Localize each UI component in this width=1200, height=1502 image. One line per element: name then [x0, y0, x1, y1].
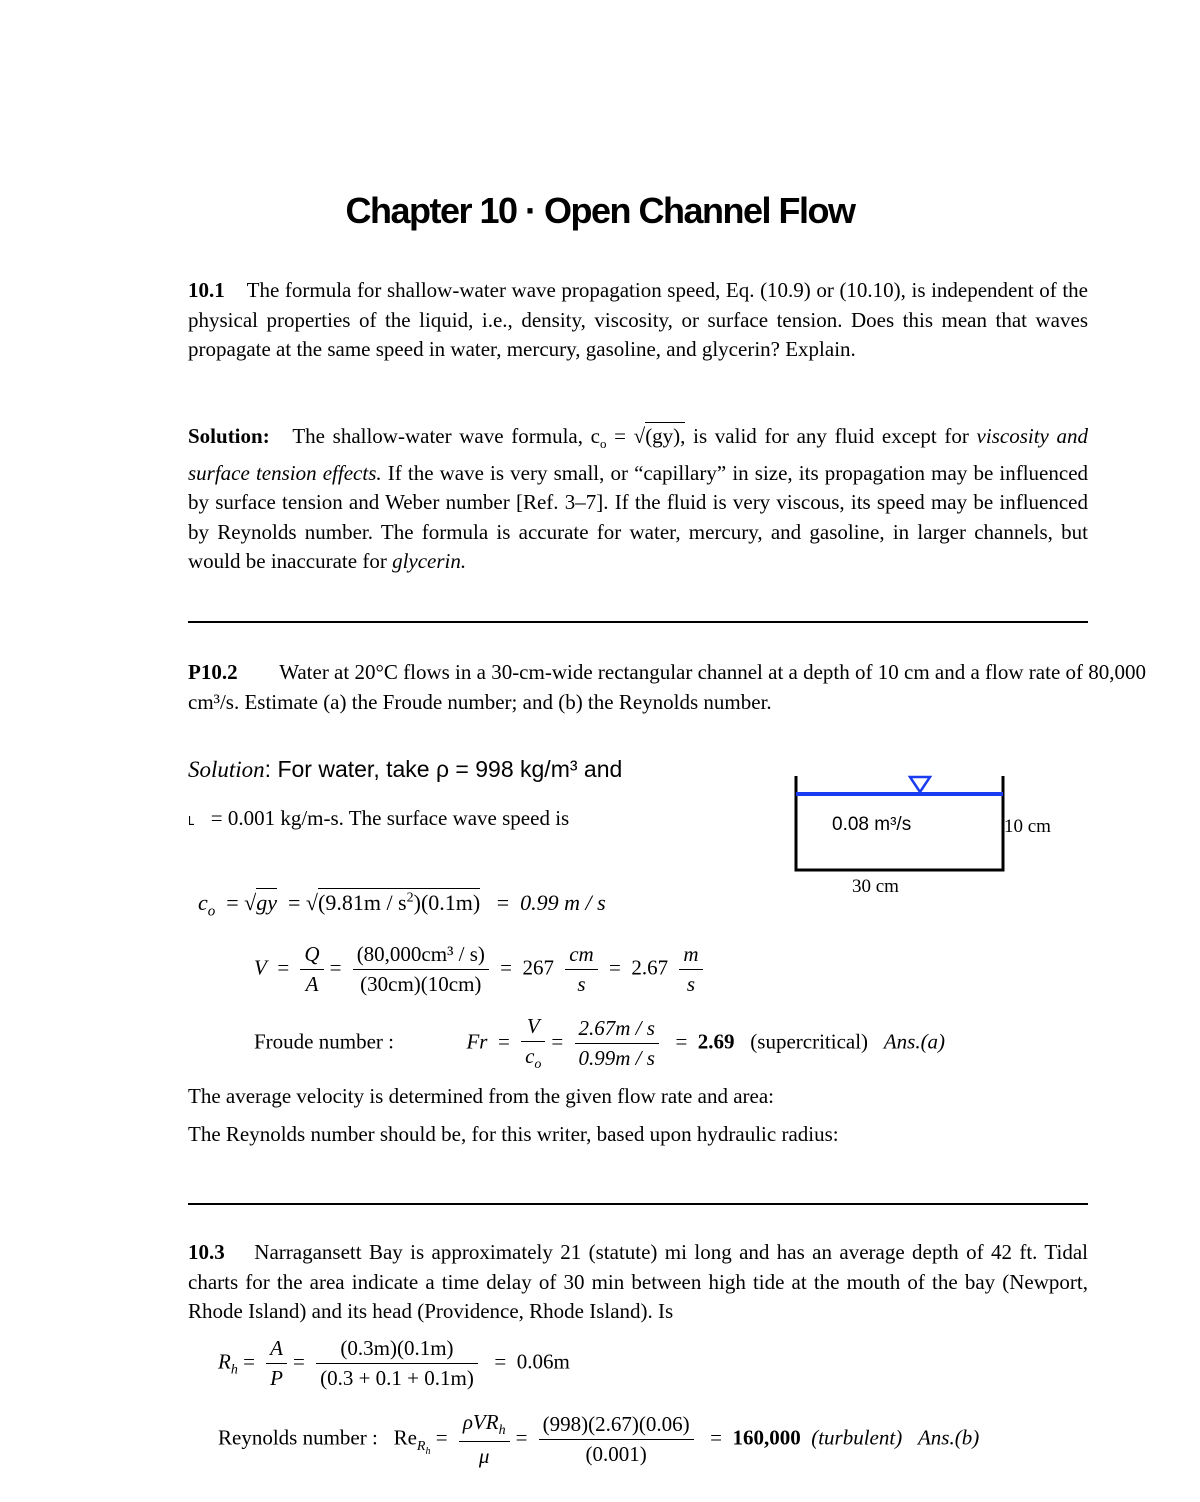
eq-lhs: Re — [393, 1425, 417, 1450]
frac-num-2: (998)(2.67)(0.06) — [539, 1412, 694, 1440]
solution-text-2: = 0.001 kg/m-s. The surface wave speed is — [210, 806, 570, 830]
width-label: 30 cm — [852, 876, 899, 897]
divider-1 — [188, 621, 1088, 623]
frac-num-sub: h — [498, 1423, 506, 1439]
frac-den: P — [270, 1366, 283, 1390]
frac-den: c — [525, 1044, 535, 1068]
equation-velocity: V = $\frac{Q}{A}$ = $\frac{\text{(80,000cm³ / s)}}{(30cm)(10cm)}$ = 267 $\frac{cm}{s}$ = 2.67 $\frac{m}{s}$ — [254, 942, 709, 997]
solution-text-a: The shallow-water wave formula, — [292, 424, 583, 448]
problem-10-1 — [188, 276, 1088, 365]
eq-sup: 2 — [406, 890, 414, 906]
chapter-title: Chapter 10 · Open Channel Flow — [345, 190, 855, 231]
frac-num: V — [521, 1014, 545, 1042]
frac-den-2: 0.99m / s — [578, 1046, 655, 1071]
eq-lhs: V — [254, 955, 267, 980]
unit-den: s — [577, 972, 586, 996]
problem-text: Narragansett Bay is approximately 21 (statute) mi long and has an average depth of 42 ft. Tidal charts for the area indicate a time delay of 30 min between high tide at the mouth of the bay (Newport, Rhode Island) and its head (Providence, Rhode Island). Is — [188, 1240, 1088, 1323]
eq-sub: R — [416, 1438, 426, 1454]
problem-10-3 — [188, 1238, 1088, 1327]
reynolds-result: 160,000 — [732, 1425, 801, 1450]
eq-sub: o — [207, 903, 216, 920]
water-level-icon — [910, 777, 930, 792]
equation-reynolds: Reynolds number : $Re_{R_h}$ = $\frac{\rho VR_h}{\mu}$ = $\frac{(998)(2.67)(0.06)}{(0.001)}$ = 160,000 (turbulent) Ans.(b) — [218, 1410, 980, 1469]
equation-wave-speed: $c_o = √gy = √(9.81m / s^2)(0.1m) = 0.99$ m / s — [198, 890, 606, 920]
solution-text-1: : For water, take ρ = 998 kg/m³ and — [264, 756, 623, 782]
frac-num: Q — [300, 942, 323, 970]
eq-b: (9.81m / s — [318, 890, 407, 915]
divider-2 — [188, 1203, 1088, 1205]
solution-line-2 — [188, 806, 569, 831]
eq-lhs: c — [198, 890, 208, 915]
eq-result: 0.99 m / s — [520, 890, 606, 915]
eq-label: Reynolds number : — [218, 1425, 378, 1450]
eq-sub-2: h — [425, 1445, 431, 1457]
solution-label: Solution — [188, 757, 265, 782]
note-reynolds: The Reynolds number should be, for this writer, based upon hydraulic radius: — [188, 1122, 839, 1146]
eq-note: (supercritical) — [750, 1029, 869, 1054]
eq-mid: 267 — [522, 955, 554, 980]
result-unit-num: m — [679, 942, 702, 970]
eq-result: 0.06m — [516, 1349, 570, 1374]
eq-lhs: Fr — [466, 1029, 488, 1054]
flow-rate-label: 0.08 m³/s — [832, 814, 912, 835]
formula-rhs: (gy), — [645, 424, 686, 448]
problem-10-2 — [188, 658, 1148, 717]
frac-den: A — [305, 972, 319, 996]
problem-number: 10.1 — [188, 278, 225, 302]
solution-label: Solution: — [188, 424, 270, 448]
frac-den: μ — [478, 1444, 490, 1469]
frac-den-2: (0.001) — [585, 1442, 647, 1467]
frac-num: ρVR — [462, 1410, 499, 1434]
unit-num: cm — [565, 942, 598, 970]
solution-10-1 — [188, 422, 1088, 577]
frac-num: A — [266, 1336, 287, 1364]
eq-sub: h — [230, 1362, 238, 1378]
answer-a: Ans.(a) — [883, 1029, 946, 1054]
problem-number: P10.2 — [188, 660, 238, 684]
equation-froude: Froude number : Fr = $\frac{V}{c_o}$ = $\frac{2.67m / s}{0.99m / s}$ = 2.69 (supercritical) Ans.(a) — [254, 1014, 946, 1073]
mu-symbol: ˪ — [188, 806, 195, 830]
wave-formula: $c_o = √(gy)$, — [590, 424, 686, 452]
formula-sub: o — [599, 436, 607, 452]
frac-num-2: 2.67m / s — [575, 1016, 659, 1044]
eq-b2: )(0.1m) — [413, 890, 481, 915]
problem-text: The formula for shallow-water wave propagation speed, Eq. (10.9) or (10.10), is independent of the physical properties of the liquid, i.e., density, viscosity, or surface tension. Does this mean that waves propagate at the same speed in water, mercury, gasoline, and glycerin? Explain. — [188, 278, 1089, 361]
result-unit-den: s — [686, 972, 695, 996]
frac-den-2: (0.3 + 0.1 + 0.1m) — [320, 1366, 474, 1390]
problem-number: 10.3 — [188, 1240, 225, 1264]
answer-b: Ans.(b) — [917, 1425, 980, 1450]
solution-italic: viscosity and surface tension effects. — [188, 424, 1089, 485]
froude-result: 2.69 — [697, 1029, 735, 1054]
eq-label: Froude number : — [254, 1029, 394, 1054]
depth-label: 10 cm — [1004, 816, 1051, 837]
eq-note: (turbulent) — [811, 1425, 903, 1450]
solution-text-c: If the wave is very small, or “capillary” in size, its propagation may be influenced by surface tension and Weber number [Ref. 3–7]. If the fluid is very viscous, its speed may be influenced by Reynolds number. The formula is accurate for water, mercury, and gasoline, in larger channels, but would be inaccurate for — [188, 460, 1089, 574]
solution-text-b: is valid for any fluid except for — [693, 424, 969, 448]
equation-hydraulic-radius: $R_h$ = $\frac{A}{P}$ = $\frac{(0.3m)(0.1m)}{(0.3 + 0.1 + 0.1m)}$ = 0.06m — [218, 1336, 570, 1390]
eq-result: 2.67 — [631, 955, 669, 980]
frac-den-sub: o — [534, 1057, 542, 1073]
eq-sqrt-gy: gy — [256, 890, 278, 915]
frac-den-2: (30cm)(10cm) — [360, 972, 482, 996]
frac-num-2: (0.3m)(0.1m) — [316, 1336, 478, 1364]
eq-lhs: R — [218, 1349, 231, 1374]
solution-end: glycerin. — [392, 549, 467, 574]
problem-text: Water at 20°C flows in a 30-cm-wide rectangular channel at a depth of 10 cm and a flow rate of 80,000 cm³/s. Estimate (a) the Froude number; and (b) the Reynolds number. — [188, 660, 1147, 714]
note-velocity: The average velocity is determined from the given flow rate and area: — [188, 1084, 774, 1108]
solution-line-1 — [188, 756, 622, 783]
frac-num-2: (80,000cm³ / s) — [353, 942, 489, 970]
